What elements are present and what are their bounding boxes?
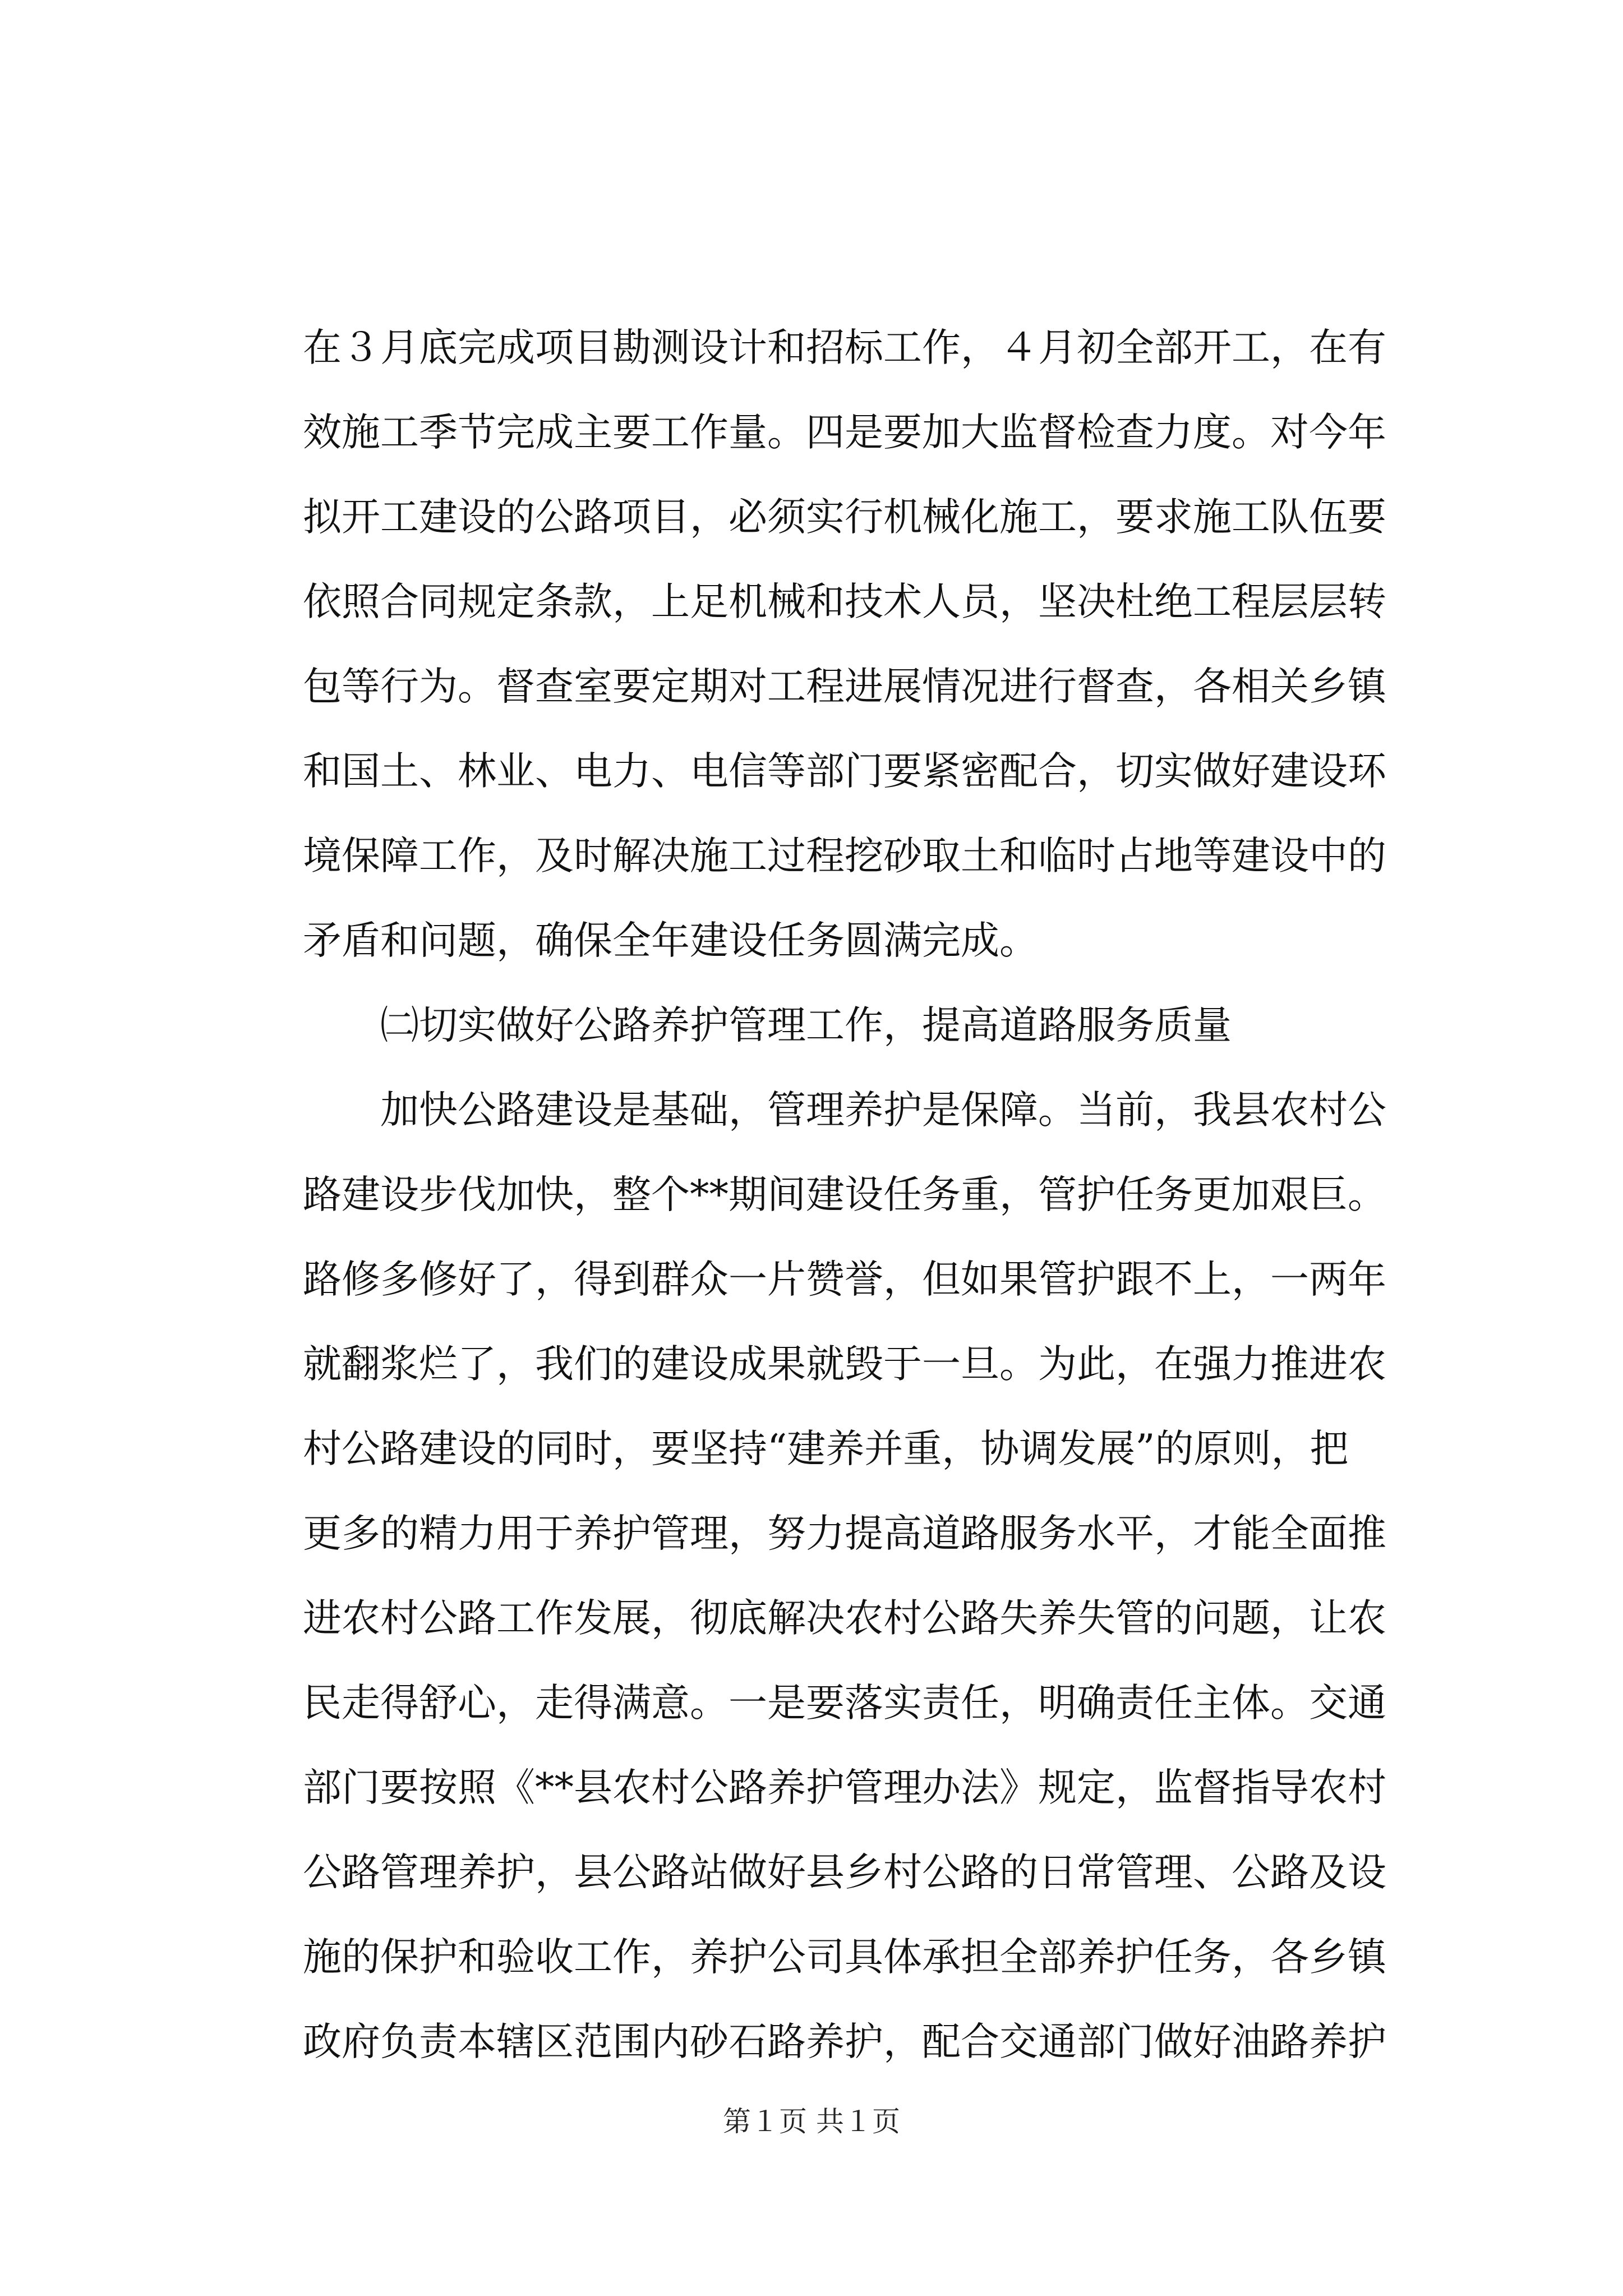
paragraph-line: 村公路建设的同时，要坚持“建养并重，协调发展”的原则，把 — [303, 1427, 1349, 1471]
paragraph-line: 包等行为。督查室要定期对工程进展情况进行督查，各相关乡镇 — [303, 664, 1386, 709]
paragraph-line: 在３月底完成项目勘测设计和招标工作，４月初全部开工，在有 — [303, 325, 1386, 370]
paragraph-line: 路建设步伐加快，整个**期间建设任务重，管护任务更加艰巨。 — [303, 1172, 1386, 1217]
paragraph-line: 民走得舒心，走得满意。一是要落实责任，明确责任主体。交通 — [303, 1681, 1386, 1726]
paragraph-line: 路修多修好了，得到群众一片赞誉，但如果管护跟不上，一两年 — [303, 1257, 1386, 1302]
paragraph-line: 部门要按照《**县农村公路养护管理办法》规定，监督指导农村 — [303, 1765, 1386, 1810]
page-number-label: 第１页 共１页 — [723, 2105, 900, 2138]
section-heading: ㈡切实做好公路养护管理工作，提高道路服务质量 — [380, 1003, 1232, 1048]
paragraph-line: 效施工季节完成主要工作量。四是要加大监督检查力度。对今年 — [303, 410, 1386, 455]
document-body — [303, 306, 1430, 2085]
page-footer — [0, 2105, 1623, 2138]
paragraph-line: 境保障工作，及时解决施工过程挖砂取土和临时占地等建设中的 — [303, 834, 1386, 878]
paragraph-line: 矛盾和问题，确保全年建设任务圆满完成。 — [303, 918, 1038, 963]
paragraph-line: 政府负责本辖区范围内砂石路养护，配合交通部门做好油路养护 — [303, 2019, 1386, 2064]
paragraph-line: 公路管理养护，县公路站做好县乡村公路的日常管理、公路及设 — [303, 1850, 1386, 1895]
paragraph-line: 施的保护和验收工作，养护公司具体承担全部养护任务，各乡镇 — [303, 1935, 1386, 1980]
paragraph-line: 依照合同规定条款，上足机械和技术人员，坚决杜绝工程层层转 — [303, 579, 1386, 624]
paragraph-line: 拟开工建设的公路项目，必须实行机械化施工，要求施工队伍要 — [303, 495, 1386, 540]
paragraph-line: 和国土、林业、电力、电信等部门要紧密配合，切实做好建设环 — [303, 749, 1386, 794]
paragraph-line: 加快公路建设是基础，管理养护是保障。当前，我县农村公 — [380, 1088, 1386, 1133]
paragraph-line: 就翻浆烂了，我们的建设成果就毁于一旦。为此，在强力推进农 — [303, 1342, 1386, 1387]
paragraph-line: 进农村公路工作发展，彻底解决农村公路失养失管的问题，让农 — [303, 1596, 1386, 1641]
paragraph-line: 更多的精力用于养护管理，努力提高道路服务水平，才能全面推 — [303, 1511, 1386, 1556]
